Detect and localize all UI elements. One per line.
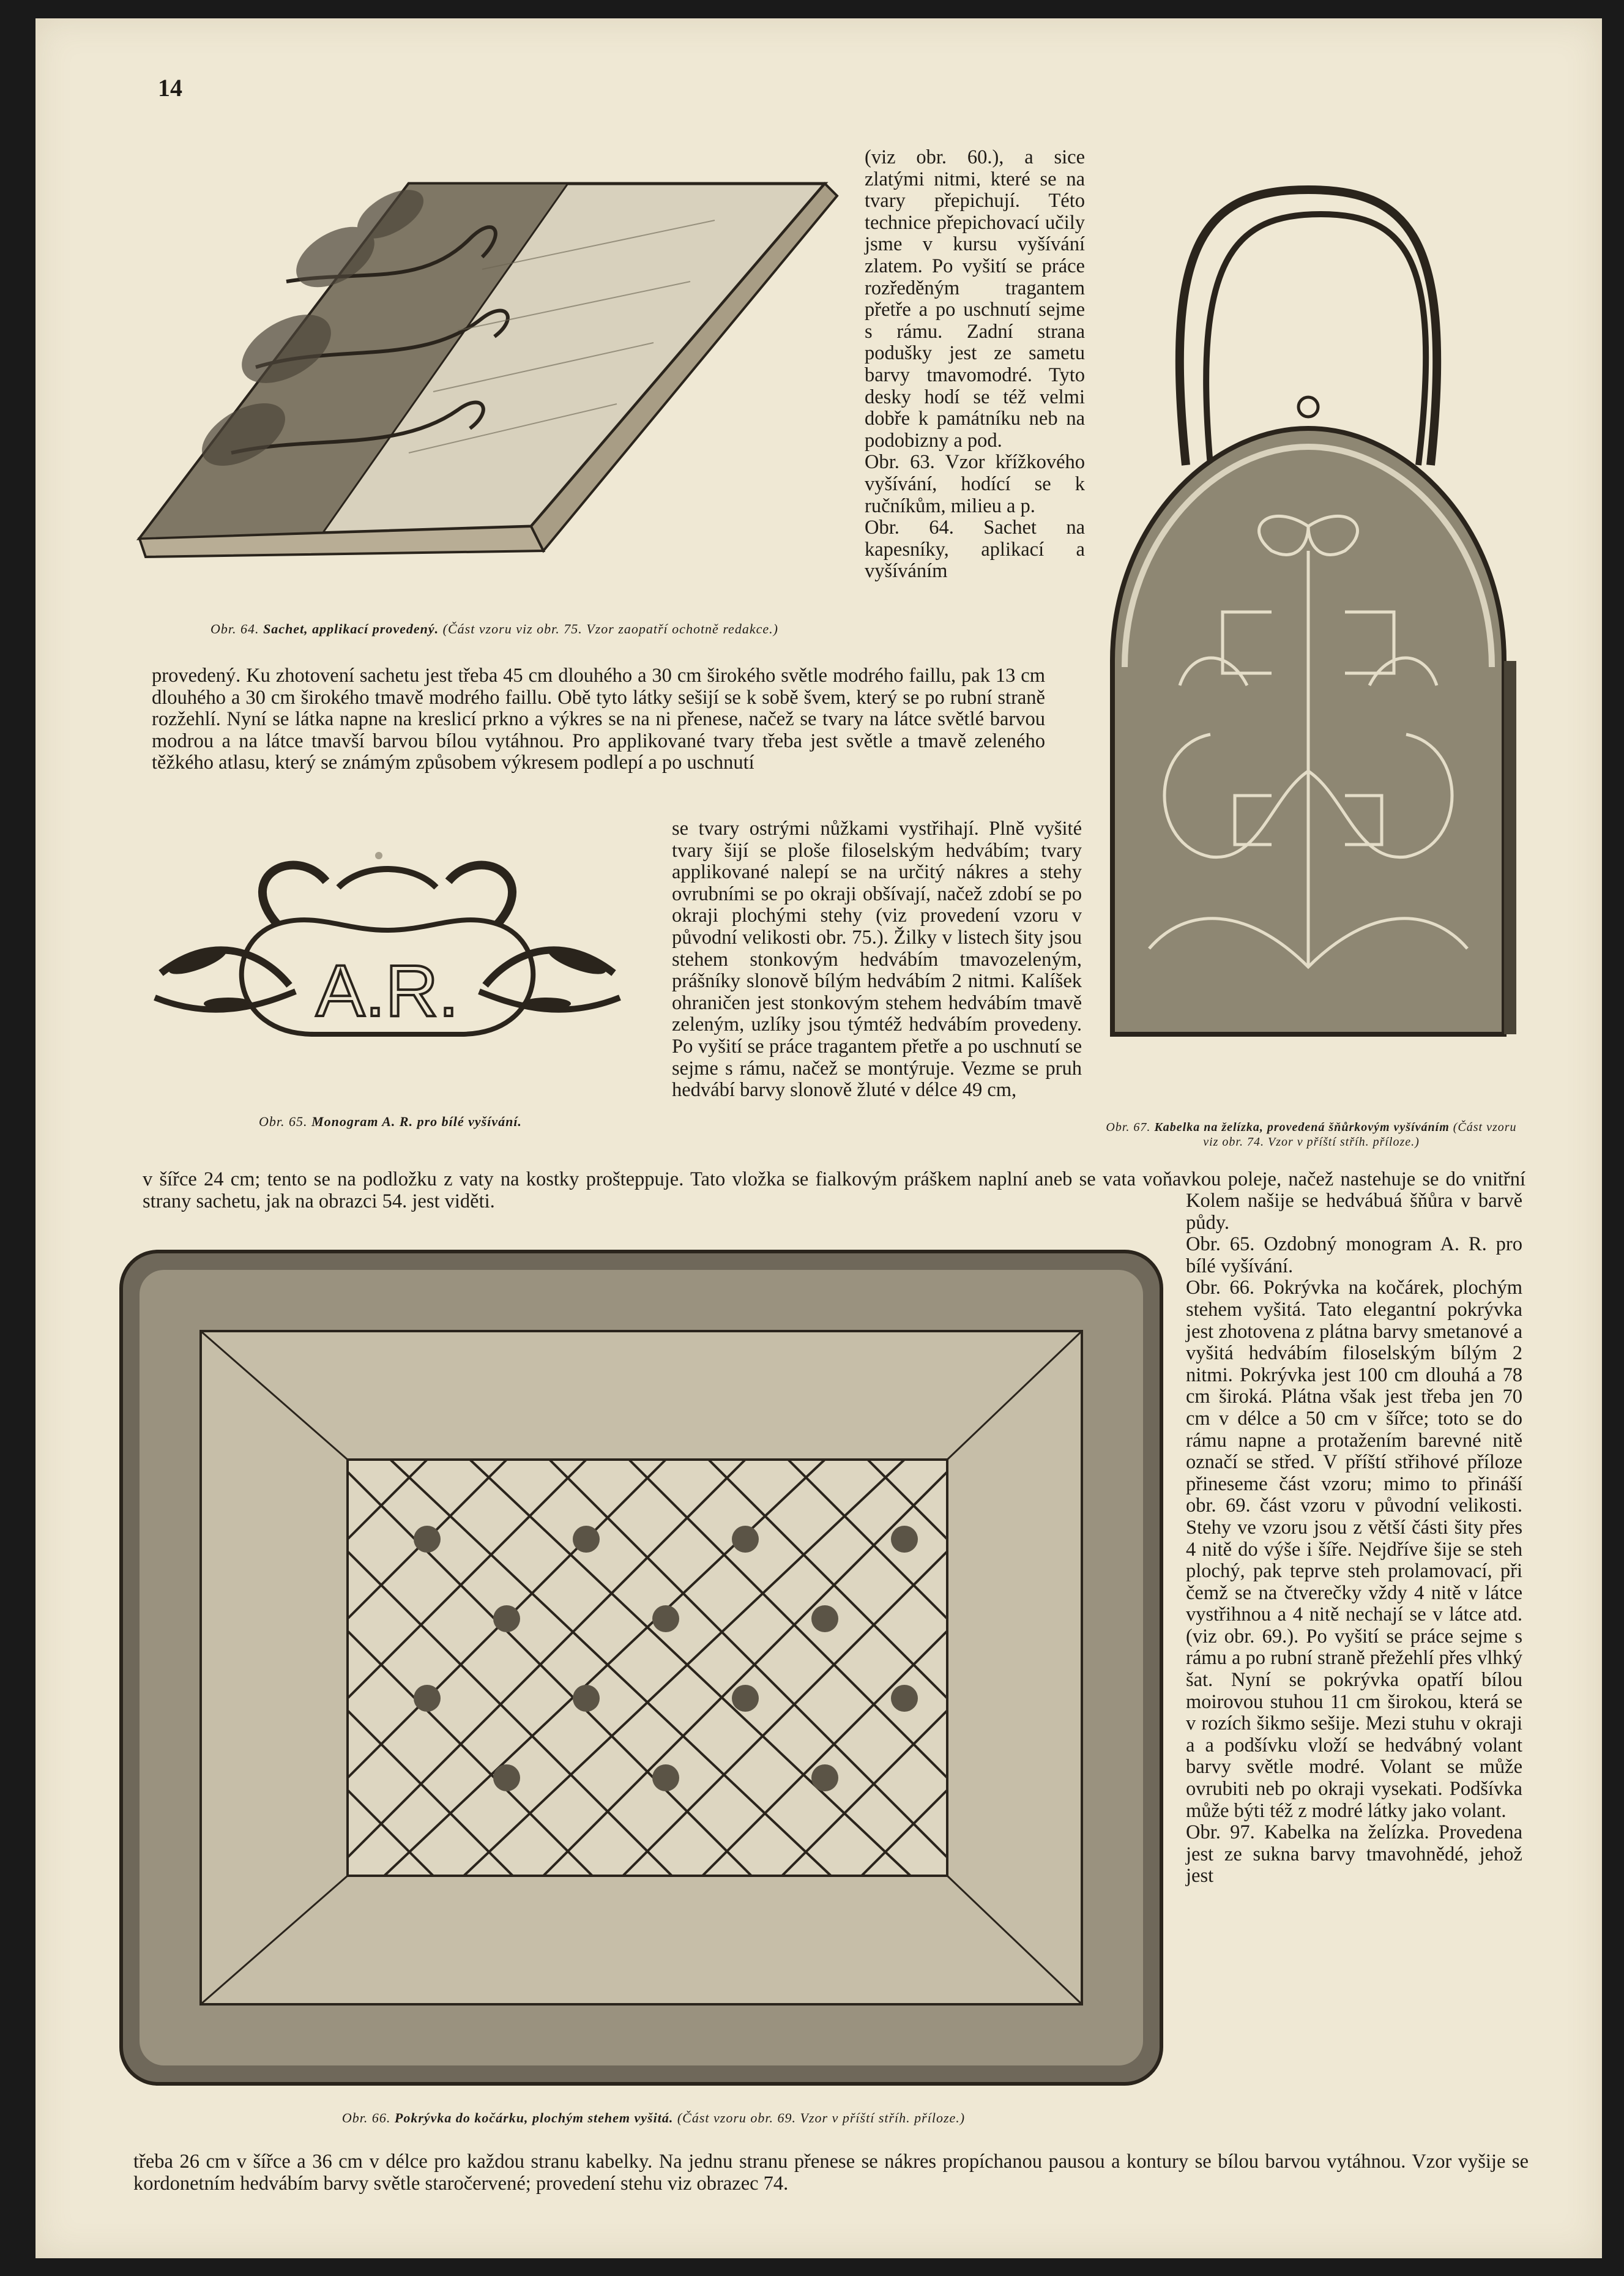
text-full-width-1: provedený. Ku zhotovení sachetu jest třeba 45 cm dlouhého a 30 cm širokého světle modrého faillu, pak 13 cm dlouhého a 30 cm širokého tmavě modrého faillu. Obě tyto látky sešijí se k sobě švem, který se po rubní straně rozžehlí. Nyní se látka napne na kreslicí prkno a výkres se na ni přenese, načež se tvary na látce světlé barvou modrou a na látce tmavší barvou bílou vytáhnou. Pro applikované tvary třeba jest světle a tmavě zeleného těžkého atlasu, který se známým způsobem výkresem podlepí a po uschnutí (152, 665, 1045, 774)
figure-65-monogram (143, 838, 632, 1071)
page-number: 14 (158, 74, 182, 102)
figure-67-handbag (1088, 184, 1529, 1065)
paragraph-p2: Obr. 63. Vzor křížkového vyšívání, hodící se k ručníkům, milieu a p. (865, 451, 1085, 517)
caption-64-title: Sachet, applikací provedený. (263, 621, 439, 636)
paragraph-p1: (viz obr. 60.), a sice zlatými nitmi, které se na tvary přepichují. Této technice přepichovací učily jsme v kursu vyšívání zlatem. Po vyšití se práce rozředěným tragantem přetře a po uschnutí sejme s rámu. Zadní strana podušky jest ze sametu barvy tmavomodré. Tyto desky hodí se též velmi dobře k památníku neb na podobizny a pod. (865, 146, 1085, 452)
caption-fig-64 (146, 621, 843, 637)
text-full-width-2: v šířce 24 cm; tento se na podložku z vaty na kostky prošteppuje. Tato vložka se fialkovým práškem naplní aneb se vata voňavkou poleje, načež nastehuje se do vnitřní strany sachetu, jak na obrazci 54. jest viděti. (143, 1168, 1525, 1212)
caption-66-title: Pokrývka do kočárku, plochým stehem vyšitá. (394, 2110, 674, 2125)
caption-67-rest: (Část vzoru viz obr. 74. Vzor v příští stříh. příloze.) (1203, 1121, 1517, 1149)
monogram-letters: A.R. (316, 950, 459, 1032)
text-column-middle: se tvary ostrými nůžkami vystřihají. Plně vyšité tvary šijí se ploše filoselským hedvábím; tvary applikované nalepí se na určitý nákres a stehy ovrubními se po okraji obšívají, načež zdobí se po okraji plochými stehy (viz provedení vzoru v původní velikosti obr. 75.). Žilky v listech šity jsou stehem stonkovým hedvábím tmavozeleným, prášníky slonově bílým hedvábím 2 nitmi. Kalíšek ohraničen jest stonkovým stehem hedvábím tmavě zeleným, uzlíky jsou týmtéž hedvábím provedeny. Po vyšití se práce tragantem přetře a po uschnutí se sejme s rámu, načež se montýruje. Vezme se pruh hedvábí barvy slonově žluté v délce 49 cm, (672, 818, 1082, 1102)
paragraph-p10: Obr. 97. Kabelka na želízka. Provedena jest ze sukna barvy tmavohnědé, jehož jest (1186, 1821, 1522, 1887)
figure-64-sachet (103, 147, 862, 563)
text-column-right-lower (1186, 1190, 1522, 1887)
paragraph-p3: Obr. 64. Sachet na kapesníky, aplikací a vyšíváním (865, 517, 1085, 583)
text-column-top-middle (865, 147, 1085, 583)
caption-fig-67 (1097, 1120, 1525, 1149)
caption-65-title: Monogram A. R. pro bílé vyšívání. (311, 1114, 522, 1129)
page (35, 18, 1602, 2258)
caption-64-number: Obr. 64. (210, 621, 259, 636)
paragraph-p7: Kolem našije se hedvábuá šňůra v barvě půdy. (1186, 1190, 1522, 1234)
text-full-width-3: třeba 26 cm v šířce a 36 cm v délce pro každou stranu kabelky. Na jednu stranu přenese se nákres propíchanou pausou a kontury se bílou barvou vytáhnou. Vzor vyšije se kordonetním hedvábím barvy světle staročervené; provedení stehu viz obrazec 74. (133, 2151, 1529, 2195)
caption-64-rest: (Část vzoru viz obr. 75. Vzor zaopatří ochotně redakce.) (442, 621, 778, 636)
paragraph-p8: Obr. 65. Ozdobný monogram A. R. pro bílé vyšívání. (1186, 1233, 1522, 1277)
caption-67-number: Obr. 67. (1106, 1121, 1151, 1134)
decorative-dot (375, 852, 382, 859)
caption-65-number: Obr. 65. (259, 1114, 308, 1129)
caption-66-rest: (Část vzoru obr. 69. Vzor v příští stříh. příloze.) (677, 2110, 966, 2125)
caption-67-title: Kabelka na želízka, provedená šňůrkovým vyšíváním (1154, 1121, 1450, 1134)
caption-66-number: Obr. 66. (341, 2110, 391, 2125)
caption-fig-66 (164, 2110, 1143, 2126)
paragraph-p9: Obr. 66. Pokrývka na kočárek, plochým stehem vyšitá. Tato elegantní pokrývka jest zhotovena z plátna barvy smetanové a vyšitá hedvábím filoselským bílým 2 nitmi. Pokrývka jest 100 cm dlouhá a 78 cm široká. Plátna však jest třeba jen 70 cm v délce a 50 cm v šířce; toto se do rámu napne a protažením barevné nitě označí se střed. V příští střihové příloze přineseme část vzoru; mimo to přináší obr. 69. část vzoru v původní velikosti. Stehy ve vzoru jsou z větší části šity přes 4 nitě do výše i šíře. Nejdříve šije se steh plochý, pak teprve steh prolamovací, při čemž se na čtverečky vždy 4 nitě v látce vystřihnou a 4 nitě nechají se v látce atd. (viz obr. 69.). Po vyšití se práce sejme s rámu a po rubní straně přežehlí přes vlhký šat. Nyní se pokrývka opatří bílou moirovou stuhou 11 cm širokou, která se v rozích šikmo sešije. Mezi stuhu v okraji a a podšívku vloží se hedvábný volant barvy světle modré. Volant se může ovrubiti neb po okraji vysekati. Podšívka může býti též z modré látky jako volant. (1186, 1277, 1522, 1822)
figure-66-blanket (115, 1245, 1168, 2090)
caption-fig-65 (176, 1114, 605, 1130)
